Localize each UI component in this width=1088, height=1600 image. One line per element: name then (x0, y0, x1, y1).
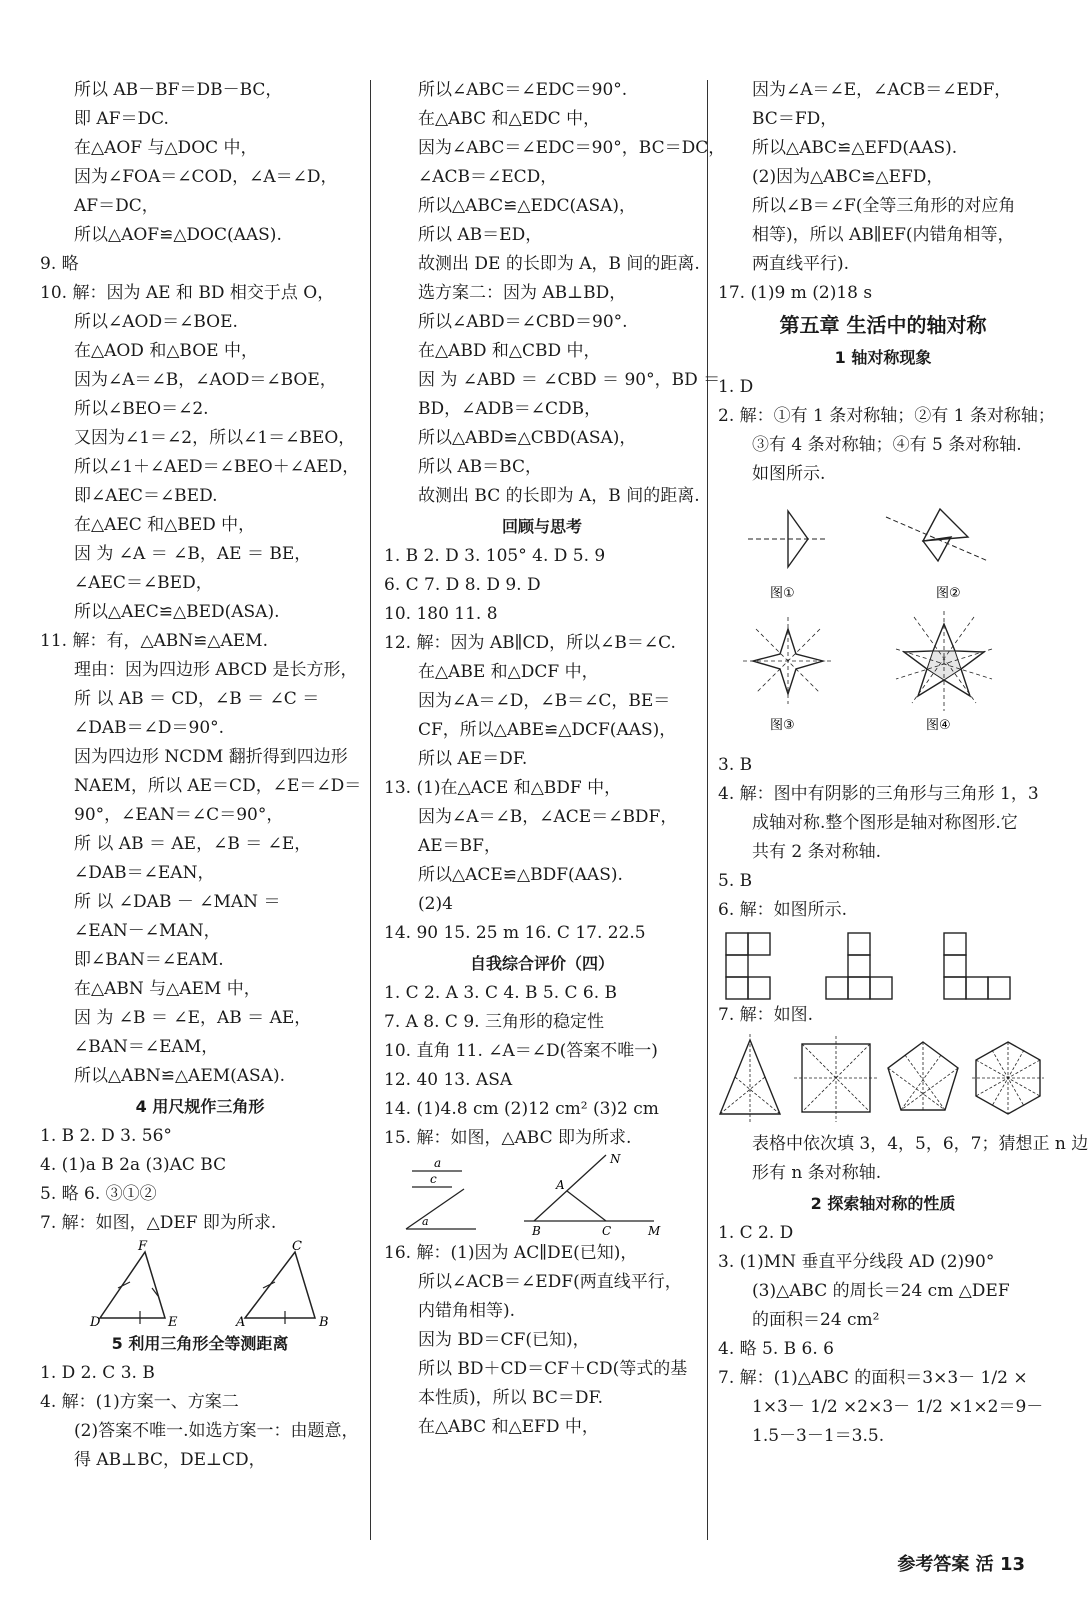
answer-line: 所以∠ABD＝∠CBD＝90°. (418, 312, 628, 332)
answer-line: 14. (1)4.8 cm (2)12 cm² (3)2 cm (384, 1099, 659, 1119)
answer-line: 13. (1)在△ACE 和△BDF 中， (384, 778, 622, 798)
answer-line: 11. 解：有，△ABN≌△AEM. (40, 631, 268, 651)
column-1 (40, 76, 360, 1475)
answer-line: 7. A 8. C 9. 三角形的稳定性 (384, 1012, 604, 1032)
section-heading: 1 轴对称现象 (834, 348, 932, 367)
answer-line: 所以 BD＋CD＝CF＋CD(等式的基 (418, 1359, 688, 1379)
answer-line: (2)答案不唯一.如选方案一：由题意， (74, 1421, 359, 1441)
answer-line: 如图所示. (752, 464, 826, 484)
answer-line: 因为∠A＝∠B，∠ACE＝∠BDF， (418, 807, 678, 827)
answer-line: 因为 BD＝CF(已知)， (418, 1330, 590, 1350)
section-heading: 回顾与思考 (501, 517, 582, 536)
answer-line: 3. (1)MN 垂直平分线段 AD (2)90° (718, 1252, 995, 1272)
answer-line: 所以△ACE≌△BDF(AAS). (418, 865, 623, 885)
answer-line: 故测出 DE 的长即为 A，B 间的距离. (418, 254, 700, 274)
answer-line: 理由：因为四边形 ABCD 是长方形， (74, 660, 358, 680)
answer-line: 因为∠FOA＝∠COD，∠A＝∠D， (74, 167, 338, 187)
answer-line: 在△ABC 和△EFD 中， (418, 1417, 599, 1437)
figure-symmetry-shapes (718, 489, 1048, 751)
answer-line: 4. 解：(1)方案一、方案二 (40, 1392, 239, 1412)
label-e: E (168, 1315, 178, 1330)
label-p15-a: A (556, 1178, 565, 1192)
answer-line: 所 以 AB ＝ CD，∠B ＝ ∠C ＝ (74, 689, 320, 709)
answer-line: 两直线平行). (752, 254, 850, 274)
answer-line: 16. 解：(1)因为 AC∥DE(已知)， (384, 1243, 638, 1263)
grid-shape-2 (826, 933, 892, 999)
answer-line: 2. 解：①有 1 条对称轴；②有 1 条对称轴； (718, 406, 1055, 426)
answer-line: 14. 90 15. 25 m 16. C 17. 22.5 (384, 923, 646, 943)
answer-line: 即 AF＝DC. (74, 109, 169, 129)
column-2 (384, 76, 726, 1442)
answer-line: 成轴对称.整个图形是轴对称图形.它 (752, 813, 1018, 833)
grid-shape-3 (944, 933, 1010, 999)
answer-line: 在△ABD 和△CBD 中， (418, 341, 601, 361)
answer-line: NAEM，所以 AE＝CD，∠E＝∠D＝ (74, 776, 362, 796)
figure-grid-shapes (718, 925, 1048, 1001)
answer-line: 10. 直角 11. ∠A＝∠D(答案不唯一) (384, 1041, 658, 1061)
answer-line: 因为∠A＝∠E，∠ACB＝∠EDF， (752, 80, 1012, 100)
answer-line: BD，∠ADB＝∠CDB， (418, 399, 602, 419)
caption-fig4: 图④ (926, 718, 951, 733)
hexagon-axes (972, 1042, 1044, 1114)
answer-line: 4. (1)a B 2a (3)AC BC (40, 1155, 227, 1175)
answer-line: 选方案二：因为 AB⊥BD， (418, 283, 627, 303)
caption-fig2: 图② (936, 586, 961, 601)
answer-line: CF，所以△ABE≌△DCF(AAS)， (418, 720, 677, 740)
triangle-def-shape (100, 1252, 165, 1318)
label-c: C (292, 1239, 302, 1254)
answer-line: 所以△AOF≌△DOC(AAS). (74, 225, 282, 245)
answer-line: (2)因为△ABC≌△EFD， (752, 167, 944, 187)
answer-line: 7. 解：如图，△DEF 即为所求. (40, 1213, 277, 1233)
answer-line: 因为四边形 NCDM 翻折得到四边形 (74, 747, 348, 767)
answer-line: 所以∠BEO＝∠2. (74, 399, 209, 419)
answer-line: 所以∠ACB＝∠EDF(两直线平行， (418, 1272, 682, 1292)
answer-line: 形有 n 条对称轴. (752, 1163, 882, 1183)
answer-line: BC＝FD， (752, 109, 838, 129)
answer-line: 所以∠B＝∠F(全等三角形的对应角 (752, 196, 1016, 216)
caption-fig1: 图① (770, 586, 795, 601)
answer-line: (2)4 (418, 894, 453, 914)
answer-line: 所以∠ABC＝∠EDC＝90°. (418, 80, 628, 100)
answer-line: ∠AEC＝∠BED， (74, 573, 213, 593)
grid-shape-1 (726, 933, 770, 999)
answer-line: 因 为 ∠A ＝ ∠B，AE ＝ BE， (74, 544, 312, 564)
answer-line: 5. B (718, 871, 753, 891)
answer-line: 15. 解：如图，△ABC 即为所求. (384, 1128, 632, 1148)
answer-line: 1. B 2. D 3. 105° 4. D 5. 9 (384, 546, 606, 566)
answer-line: 12. 解：因为 AB∥CD，所以∠B＝∠C. (384, 633, 676, 653)
answer-line: ∠EAN－∠MAN， (74, 921, 221, 941)
section-heading: 5 利用三角形全等测距离 (111, 1334, 289, 1353)
grid-shapes-svg (718, 925, 1048, 1001)
label-d: D (90, 1315, 101, 1330)
answer-line: 共有 2 条对称轴. (752, 842, 882, 862)
column-divider-2 (707, 80, 708, 1540)
answer-line: 在△AOF 与△DOC 中， (74, 138, 258, 158)
answer-line: 所以△AEC≌△BED(ASA). (74, 602, 280, 622)
answer-line: 因为∠A＝∠D，∠B＝∠C，BE＝ (418, 691, 671, 711)
construction-15-svg (384, 1153, 700, 1239)
chapter-title: 第五章 生活中的轴对称 (779, 313, 987, 337)
answer-line: 因 为 ∠B ＝ ∠E，AB ＝ AE， (74, 1008, 312, 1028)
answer-line: 因 为 ∠ABD ＝ ∠CBD ＝ 90°，BD ＝ (418, 370, 721, 390)
shape-fig3 (743, 617, 833, 704)
answer-line: 所以∠1＋∠AED＝∠BEO＋∠AED， (74, 457, 360, 477)
answer-line: 即∠BAN＝∠EAM. (74, 950, 224, 970)
answer-line: 12. 40 13. ASA (384, 1070, 513, 1090)
answer-line: 相等)，所以 AB∥EF(内错角相等， (752, 225, 1015, 245)
column-3 (718, 76, 1088, 1451)
label-p15-n: N (610, 1152, 621, 1166)
regular-polygons-svg (718, 1030, 1048, 1130)
answer-line: 在△ABN 与△AEM 中， (74, 979, 261, 999)
answer-line: 6. 解：如图所示. (718, 900, 848, 920)
label-angle-a: a (422, 1215, 429, 1228)
answer-line: 因为∠A＝∠B，∠AOD＝∠BOE， (74, 370, 337, 390)
figure-triangle-def (40, 1238, 360, 1328)
answer-line: (3)△ABC 的周长＝24 cm △DEF (752, 1281, 1010, 1301)
answer-line: 6. C 7. D 8. D 9. D (384, 575, 541, 595)
page-footer: 参考答案 活 13 (897, 1554, 1025, 1575)
answer-line: 本性质)，所以 BC＝DF. (418, 1388, 604, 1408)
answer-line: 1. C 2. A 3. C 4. B 5. C 6. B (384, 983, 618, 1003)
answer-line: 所以 AE＝DF. (418, 749, 528, 769)
figure-regular-polygons (718, 1030, 1048, 1130)
answer-line: 即∠AEC＝∠BED. (74, 486, 218, 506)
triangle-axes (720, 1034, 780, 1122)
answer-line: 所以△ABC≌△EDC(ASA)， (418, 196, 636, 216)
answer-line: 4. 略 5. B 6. 6 (718, 1339, 834, 1359)
answer-line: 所以 AB＝BC， (418, 457, 542, 477)
answer-line: 10. 解：因为 AE 和 BD 相交于点 O， (40, 283, 335, 303)
answer-line: 5. 略 6. ③①② (40, 1184, 157, 1204)
label-p15-c: C (602, 1224, 612, 1238)
answer-line: 1. C 2. D (718, 1223, 794, 1243)
answer-line: 在△AEC 和△BED 中， (74, 515, 256, 535)
answer-line: ∠ACB＝∠ECD， (418, 167, 558, 187)
answer-line: 在△AOD 和△BOE 中， (74, 341, 258, 361)
section-heading: 2 探索轴对称的性质 (810, 1194, 956, 1213)
pentagon-axes (888, 1042, 958, 1110)
section-heading: 自我综合评价（四） (469, 954, 614, 973)
answer-line: 所以 AB－BF＝DB－BC， (74, 80, 283, 100)
shape-fig4 (896, 611, 992, 711)
column-divider-1 (370, 80, 371, 1540)
answer-line: ∠DAB＝∠D＝90°. (74, 718, 225, 738)
answer-line: 内错角相等). (418, 1301, 516, 1321)
answer-line: 1.5－3－1＝3.5. (752, 1426, 885, 1446)
triangle-abc-shape (245, 1252, 315, 1318)
answer-line: 1×3－ 1/2 ×2×3－ 1/2 ×1×2＝9－ (752, 1397, 1044, 1417)
answer-line: 1. B 2. D 3. 56° (40, 1126, 172, 1146)
answer-line: 所以△ABC≌△EFD(AAS). (752, 138, 958, 158)
answer-line: 在△ABC 和△EDC 中， (418, 109, 601, 129)
answer-line: AE＝BF， (418, 836, 501, 856)
answer-line: AF＝DC， (74, 196, 159, 216)
label-seg-c: c (430, 1172, 437, 1186)
section-heading: 4 用尺规作三角形 (135, 1097, 265, 1116)
answer-line: 7. 解：如图. (718, 1005, 814, 1025)
answer-line: 所以∠AOD＝∠BOE. (74, 312, 238, 332)
answer-line: 9. 略 (40, 254, 79, 274)
answer-line: 10. 180 11. 8 (384, 604, 498, 624)
figure-construction-15 (384, 1153, 700, 1239)
answer-line: ∠DAB＝∠EAN， (74, 863, 215, 883)
label-b: B (319, 1315, 329, 1330)
square-axes (794, 1036, 878, 1122)
answer-line: ∠BAN＝∠EAM， (74, 1037, 219, 1057)
answer-line: 3. B (718, 755, 753, 775)
label-p15-b: B (532, 1224, 541, 1238)
answer-line: 所以△ABD≌△CBD(ASA)， (418, 428, 637, 448)
answer-line: 90°，∠EAN＝∠C＝90°， (74, 805, 284, 825)
shape-fig2 (923, 509, 968, 541)
answer-line: 7. 解：(1)△ABC 的面积＝3×3－ 1/2 × (718, 1368, 1028, 1388)
answer-line: 表格中依次填 3，4，5，6，7；猜想正 n 边 (752, 1134, 1088, 1154)
answer-line: 得 AB⊥BC，DE⊥CD， (74, 1450, 266, 1470)
answer-line: 17. (1)9 m (2)18 s (718, 283, 873, 303)
answer-line: 故测出 BC 的长即为 A，B 间的距离. (418, 486, 700, 506)
label-seg-a: a (434, 1156, 442, 1170)
answer-line: 所 以 ∠DAB － ∠MAN ＝ (74, 892, 281, 912)
answer-line: 所以 AB＝ED， (418, 225, 543, 245)
label-p15-m: M (648, 1224, 661, 1238)
answer-line: 1. D 2. C 3. B (40, 1363, 155, 1383)
answer-line: 所以△ABN≌△AEM(ASA). (74, 1066, 285, 1086)
answer-line: ③有 4 条对称轴；④有 5 条对称轴. (752, 435, 1022, 455)
label-a: A (236, 1315, 246, 1330)
label-f: F (138, 1239, 148, 1254)
caption-fig3: 图③ (770, 718, 795, 733)
answer-line: 1. D (718, 377, 754, 397)
answer-line: 又因为∠1＝∠2，所以∠1＝∠BEO， (74, 428, 356, 448)
answer-line: 因为∠ABC＝∠EDC＝90°，BC＝DC， (418, 138, 726, 158)
symmetry-shapes-svg (718, 489, 1048, 751)
answer-line: 在△ABE 和△DCF 中， (418, 662, 599, 682)
answer-line: 的面积＝24 cm² (752, 1310, 880, 1330)
triangle-construction-svg (40, 1238, 360, 1328)
answer-line: 4. 解：图中有阴影的三角形与三角形 1，3 (718, 784, 1039, 804)
answer-line: 所 以 AB ＝ AE，∠B ＝ ∠E， (74, 834, 312, 854)
